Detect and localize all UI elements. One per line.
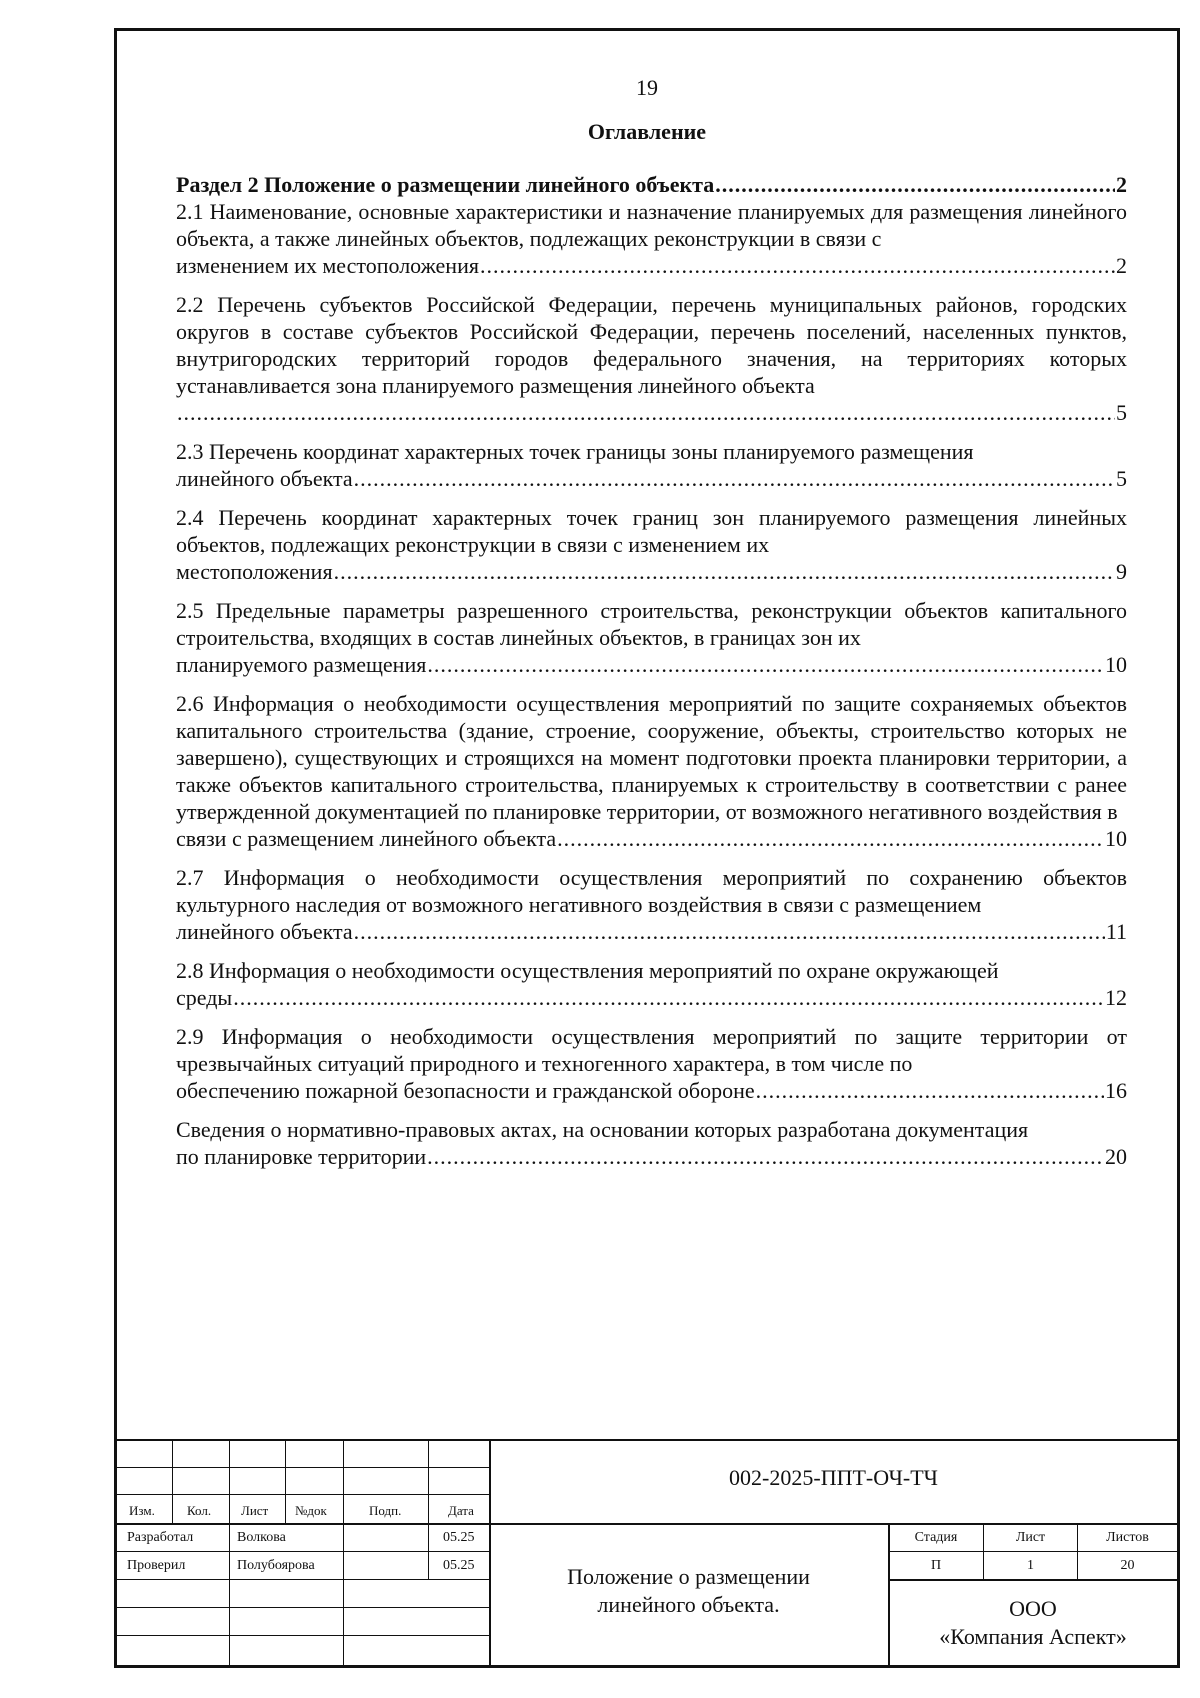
sheet-label: Лист bbox=[1015, 1530, 1046, 1545]
toc-entry-2-1[interactable]: 2.1 Наименование, основные характеристики и назначение планируемых для размещения линейного объекта, а также линейных объектов, подлежащих реконструкции в связи с изменением их местоположения ..... 2 bbox=[176, 198, 1127, 279]
title-block bbox=[117, 1439, 1177, 1665]
header-data: Дата bbox=[448, 1503, 474, 1518]
toc-entry-2-3[interactable]: 2.3 Перечень координат характерных точек границы зоны планируемого размещения линейного объекта ..... 5 bbox=[176, 438, 1127, 492]
stage-label: Стадия bbox=[914, 1530, 958, 1545]
header-ndok: №док bbox=[295, 1503, 327, 1518]
toc-entry-2-4[interactable]: 2.4 Перечень координат характерных точек границ зон планируемого размещения линейных объектов, подлежащих реконструкции в связи с изменением их местоположения ..... 9 bbox=[176, 504, 1127, 585]
row-role-checked: Проверил bbox=[127, 1558, 186, 1573]
header-podp: Подп. bbox=[369, 1503, 402, 1518]
header-list: Лист bbox=[241, 1503, 269, 1518]
row-date-checked: 05.25 bbox=[443, 1558, 475, 1573]
sheet-value: 1 bbox=[1027, 1558, 1034, 1573]
sheets-value: 20 bbox=[1120, 1558, 1135, 1573]
toc-entry-2-7[interactable]: 2.7 Информация о необходимости осуществления мероприятий по сохранению объектов культурного наследия от возможного негативного воздействия в связи с размещением линейного объекта ..... 11 bbox=[176, 864, 1127, 945]
document-code: 002-2025-ППТ-ОЧ-ТЧ bbox=[729, 1465, 938, 1490]
row-name-checked: Полубоярова bbox=[237, 1558, 315, 1573]
toc-entry-2-6[interactable]: 2.6 Информация о необходимости осуществления мероприятий по защите сохраняемых объектов капитального строительства (здание, строение, сооружение, объекты, строительство которых не завершено), существующих и строящихся на момент подготовки проекта планировки территории, а также объектов капитального строительства, планируемых к строительству в соответствии с ранее утвержденной документацией по планировке территории, от возможного негативного воздействия в связи с размещением линейного объекта ..... 10 bbox=[176, 690, 1127, 852]
toc-entry-2-2[interactable]: 2.2 Перечень субъектов Российской Федерации, перечень муниципальных районов, городских округов в составе субъектов Российской Федерации, перечень поселений, населенных пунктов, внутригородских территорий городов федерального значения, на территориях которых устанавливается зона планируемого размещения линейного объекта ..... 5 bbox=[176, 291, 1127, 426]
document-name: Положение о размещении линейного объекта. bbox=[567, 1564, 810, 1617]
toc-section-heading[interactable]: Раздел 2 Положение о размещении линейного объекта ..... 2 bbox=[176, 171, 1127, 198]
toc-entry-2-8[interactable]: 2.8 Информация о необходимости осуществления мероприятий по охране окружающей среды ..... 12 bbox=[176, 957, 1127, 1011]
page-frame bbox=[114, 28, 1180, 1668]
toc-entry-legal-acts[interactable]: Сведения о нормативно-правовых актах, на основании которых разработана документация по планировке территории ..... 20 bbox=[176, 1116, 1127, 1170]
toc-entry-2-5[interactable]: 2.5 Предельные параметры разрешенного строительства, реконструкции объектов капитального строительства, входящих в состав линейных объектов, в границах зон их планируемого размещения ..... 10 bbox=[176, 597, 1127, 678]
table-of-contents bbox=[176, 171, 1127, 1182]
page-number: 19 bbox=[636, 75, 658, 100]
toc-title: Оглавление bbox=[587, 119, 707, 144]
stage-value: П bbox=[930, 1558, 942, 1573]
company-name: ООО «Компания Аспект» bbox=[939, 1596, 1127, 1649]
row-role-developed: Разработал bbox=[127, 1530, 194, 1545]
header-kol: Кол. bbox=[187, 1503, 212, 1518]
header-izm: Изм. bbox=[129, 1503, 155, 1518]
row-date-developed: 05.25 bbox=[443, 1530, 475, 1545]
row-name-developed: Волкова bbox=[237, 1530, 286, 1545]
sheets-label: Листов bbox=[1106, 1530, 1149, 1545]
toc-entry-2-9[interactable]: 2.9 Информация о необходимости осуществления мероприятий по защите территории от чрезвычайных ситуаций природного и техногенного характера, в том числе по обеспечению пожарной безопасности и гражданской обороне ..... 16 bbox=[176, 1023, 1127, 1104]
